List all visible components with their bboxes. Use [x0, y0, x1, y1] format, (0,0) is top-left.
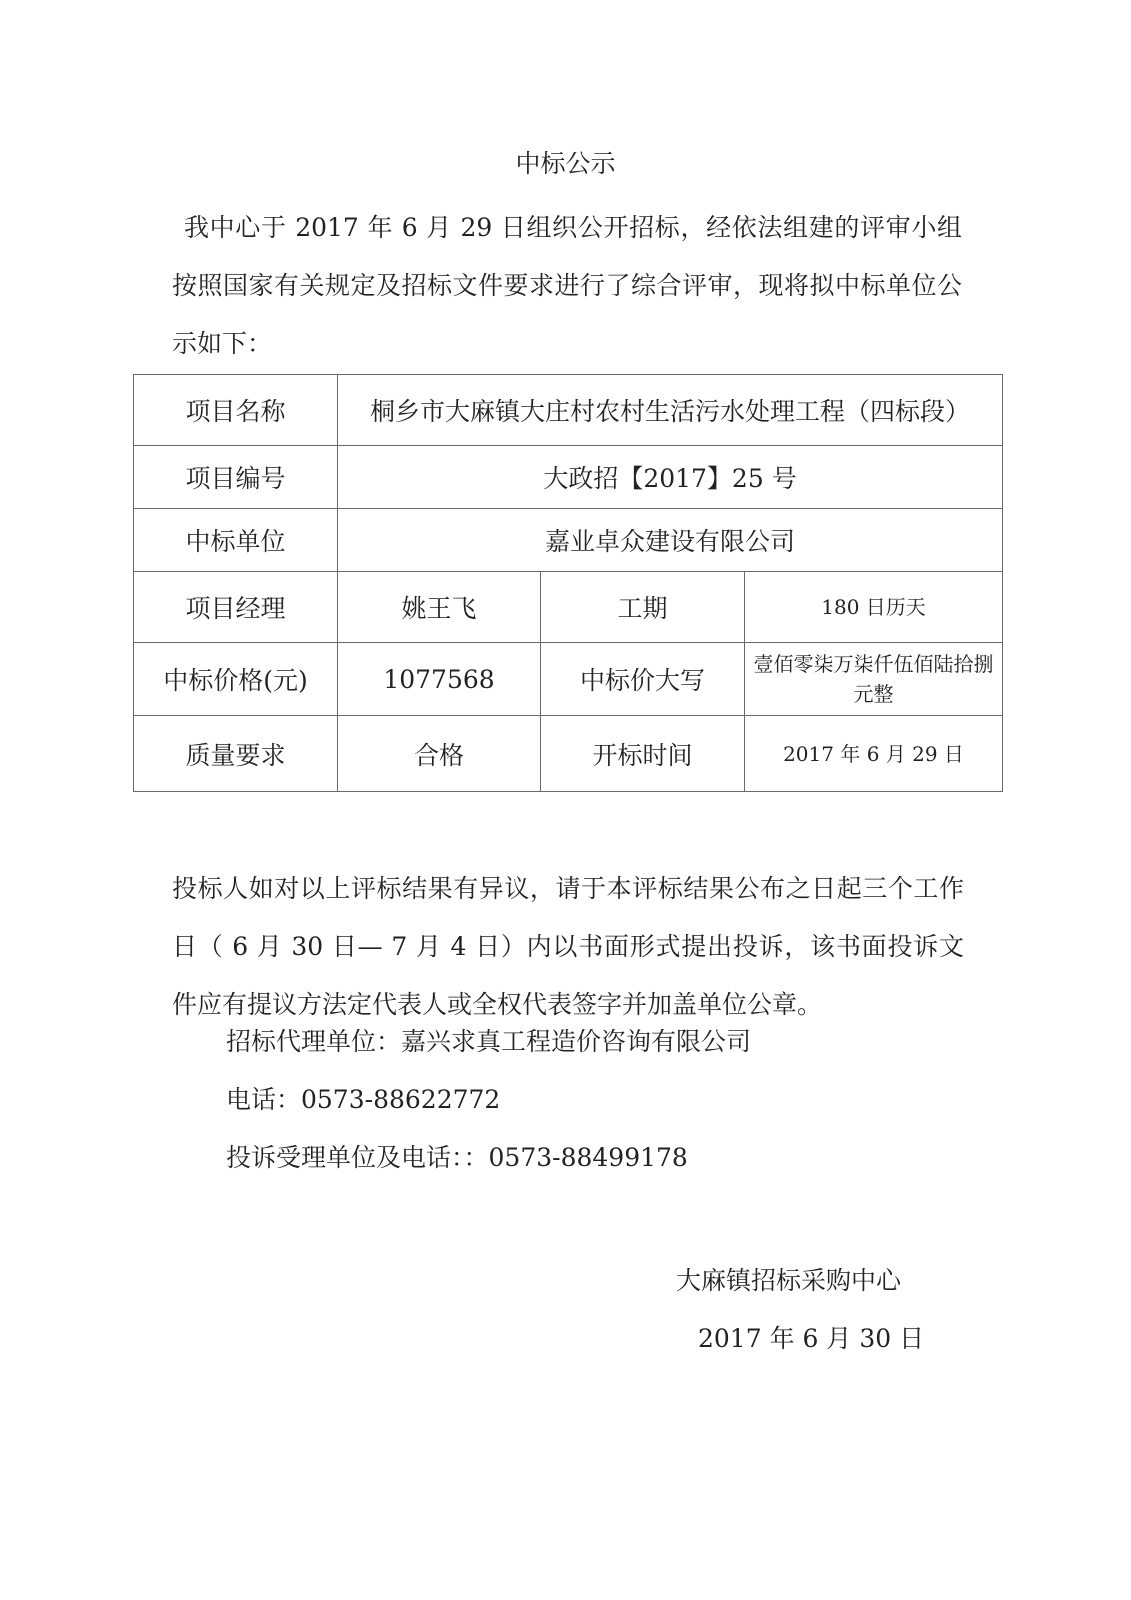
agency-line: 招标代理单位：嘉兴求真工程造价咨询有限公司	[226, 1027, 752, 1056]
table-row	[134, 572, 1003, 643]
table-row	[134, 375, 1003, 446]
price-upper-value: 壹佰零柒万柒仟伍佰陆拾捌元整	[745, 643, 1003, 716]
award-info-table	[133, 374, 1003, 792]
quality-label: 质量要求	[134, 716, 338, 792]
objection-notice: 投标人如对以上评标结果有异议，请于本评标结果公布之日起三个工作日（ 6 月 30 日— 7 月 4 日）内以书面形式提出投诉，该书面投诉文件应有提议方法定代表人或全权代表签字并加盖单位公章。	[172, 874, 964, 1019]
page-title: 中标公示	[515, 149, 616, 178]
issue-date: 2017 年 6 月 30 日	[698, 1324, 925, 1353]
complaint-line: 投诉受理单位及电话：：0573-88499178	[226, 1143, 688, 1172]
project-name-label: 项目名称	[134, 375, 338, 446]
table-row	[134, 446, 1003, 509]
project-no-label: 项目编号	[134, 446, 338, 509]
open-time-label: 开标时间	[541, 716, 745, 792]
open-time-value: 2017 年 6 月 29 日	[745, 716, 1003, 792]
winner-value: 嘉业卓众建设有限公司	[338, 509, 1003, 572]
duration-value: 180 日历天	[745, 572, 1003, 643]
issuer-name: 大麻镇招标采购中心	[676, 1266, 902, 1295]
project-no-value: 大政招【2017】25 号	[338, 446, 1003, 509]
manager-label: 项目经理	[134, 572, 338, 643]
table-row	[134, 509, 1003, 572]
manager-value: 姚王飞	[338, 572, 541, 643]
project-name-value: 桐乡市大麻镇大庄村农村生活污水处理工程（四标段）	[338, 375, 1003, 446]
price-value: 1077568	[338, 643, 541, 716]
intro-paragraph: 我中心于 2017 年 6 月 29 日组织公开招标，经依法组建的评审小组按照国家有关规定及招标文件要求进行了综合评审，现将拟中标单位公示如下：	[172, 213, 962, 358]
price-label: 中标价格(元)	[134, 643, 338, 716]
table-row	[134, 643, 1003, 716]
price-upper-label: 中标价大写	[541, 643, 745, 716]
quality-value: 合格	[338, 716, 541, 792]
duration-label: 工期	[541, 572, 745, 643]
winner-label: 中标单位	[134, 509, 338, 572]
table-row	[134, 716, 1003, 792]
phone-line: 电话：0573-88622772	[226, 1085, 501, 1114]
